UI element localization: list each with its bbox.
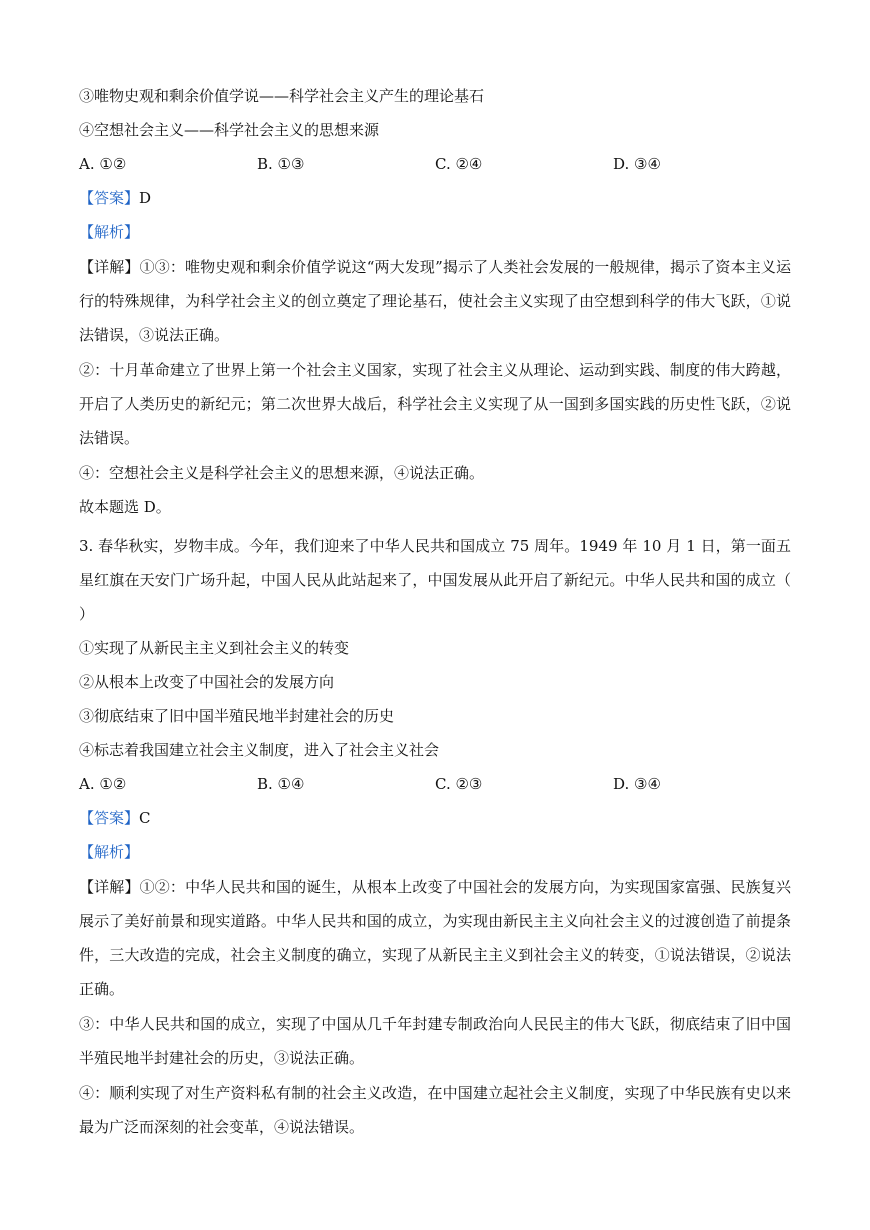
q2-detail-2: ②：十月革命建立了世界上第一个社会主义国家，实现了社会主义从理论、运动到实践、制度的伟大跨越，开启了人类历史的新纪元；第二次世界大战后，科学社会主义实现了从一国到多国实践的历史性飞跃，②说法错误。 — [79, 361, 791, 447]
q2-conclusion: 故本题选 D。 — [79, 498, 171, 516]
q3-option-b: B. ①④ — [257, 775, 305, 793]
q3-item-4: ④标志着我国建立社会主义制度，进入了社会主义社会 — [79, 741, 440, 759]
q3-item-2: ②从根本上改变了中国社会的发展方向 — [79, 673, 335, 691]
q2-answer — [79, 186, 791, 211]
q3-analysis-heading — [79, 840, 791, 865]
detail-text: ①③：唯物史观和剩余价值学说这“两大发现”揭示了人类社会发展的一般规律，揭示了资本主义运行的特殊规律，为科学社会主义的创立奠定了理论基石，使社会主义实现了由空想到科学的伟大飞跃，①说法错误，③说法正确。 — [79, 258, 791, 344]
q2-analysis-heading — [79, 220, 791, 245]
document-page — [79, 84, 822, 1149]
q2-item-4: ④空想社会主义——科学社会主义的思想来源 — [79, 121, 380, 139]
q2-detail-1 — [79, 250, 791, 352]
q3-answer — [79, 806, 791, 831]
detail-tag: 【详解】 — [79, 878, 140, 896]
q3-detail-1 — [79, 870, 791, 1006]
q3-option-c: C. ②③ — [435, 775, 483, 793]
q3-detail-3: ④：顺利实现了对生产资料私有制的社会主义改造，在中国建立起社会主义制度，实现了中华民族有史以来最为广泛而深刻的社会变革，④说法错误。 — [79, 1084, 791, 1136]
q3-item-1: ①实现了从新民主主义到社会主义的转变 — [79, 639, 350, 657]
q3-options — [79, 772, 791, 797]
q3-detail-2: ③：中华人民共和国的成立，实现了中国从几千年封建专制政治向人民民主的伟大飞跃，彻底结束了旧中国半殖民地半封建社会的历史，③说法正确。 — [79, 1015, 791, 1067]
answer-tag: 【答案】 — [79, 809, 140, 827]
answer-value: D — [139, 189, 152, 207]
q3-item-3: ③彻底结束了旧中国半殖民地半封建社会的历史 — [79, 707, 395, 725]
q2-option-b: B. ①③ — [257, 155, 305, 173]
q3-option-d: D. ③④ — [613, 775, 661, 793]
q3-stem: 3. 春华秋实，岁物丰成。今年，我们迎来了中华人民共和国成立 75 周年。1949 年 10 月 1 日，第一面五星红旗在天安门广场升起，中国人民从此站起来了，中国发展从此开启了新纪元。中华人民共和国的成立（ ） — [79, 537, 822, 623]
analysis-tag: 【解析】 — [79, 843, 140, 861]
q2-item-3: ③唯物史观和剩余价值学说——科学社会主义产生的理论基石 — [79, 87, 485, 105]
q3-option-a: A. ①② — [79, 775, 127, 793]
q2-options — [79, 152, 791, 177]
analysis-tag: 【解析】 — [79, 223, 140, 241]
answer-value: C — [139, 809, 151, 827]
detail-tag: 【详解】 — [79, 258, 140, 276]
detail-text: ①②：中华人民共和国的诞生，从根本上改变了中国社会的发展方向，为实现国家富强、民族复兴展示了美好前景和现实道路。中华人民共和国的成立，为实现由新民主主义向社会主义的过渡创造了前提条件，三大改造的完成，社会主义制度的确立，实现了从新民主主义到社会主义的转变，①说法错误，②说法正确。 — [79, 878, 791, 998]
q2-option-d: D. ③④ — [613, 155, 661, 173]
q2-option-a: A. ①② — [79, 155, 127, 173]
q2-detail-3: ④：空想社会主义是科学社会主义的思想来源，④说法正确。 — [79, 464, 485, 482]
answer-tag: 【答案】 — [79, 189, 140, 207]
q2-option-c: C. ②④ — [435, 155, 483, 173]
